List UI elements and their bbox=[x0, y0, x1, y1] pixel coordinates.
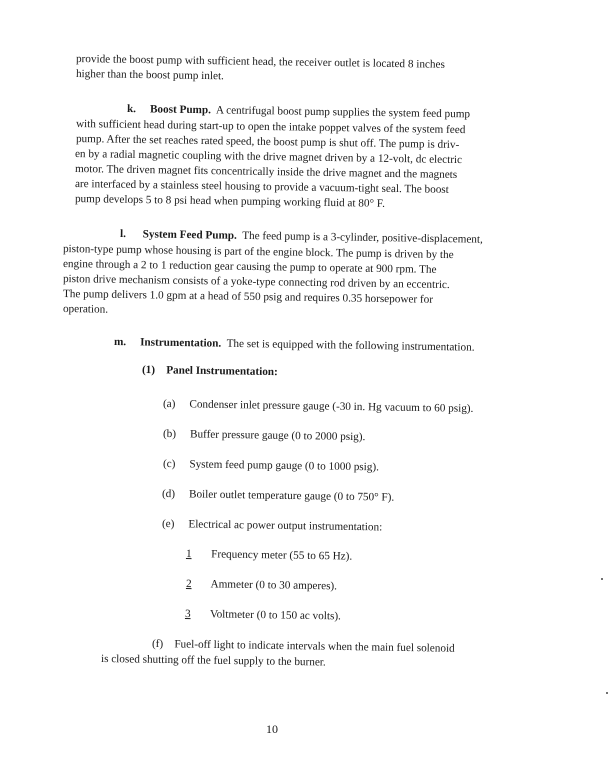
section-k-heading: Boost Pump. bbox=[149, 103, 212, 117]
section-k-line: pump develops 5 to 8 psi head when pumping working fluid at 80° F. bbox=[74, 193, 386, 210]
section-k-text: A centrifugal boost pump supplies the system feed pump bbox=[215, 104, 471, 121]
section-l-line: piston-type pump whose housing is part of the engine block. The pump is driven by the bbox=[62, 243, 454, 262]
scan-speck bbox=[606, 692, 608, 694]
section-k-line: motor. The driven magnet fits concentrically inside the drive magnet and the magnets bbox=[74, 163, 458, 182]
section-l-line: engine through a 2 to 1 reduction gear causing the pump to operate at 900 rpm. The bbox=[62, 258, 437, 276]
sub-list-item: 3 Voltmeter (0 to 150 ac volts). bbox=[184, 608, 341, 623]
list-item-f: (f) Fuel-off light to indicate intervals when the main fuel solenoid bbox=[151, 638, 455, 655]
section-l-line: operation. bbox=[62, 303, 109, 316]
sub1-label: (1) bbox=[141, 364, 156, 377]
section-k-line: are interfaced by a stainless steel housing to provide a vacuum-tight seal. The boost bbox=[74, 178, 449, 196]
list-item: (a) Condenser inlet pressure gauge (-30 in. Hg vacuum to 60 psig). bbox=[162, 398, 474, 415]
section-k-line: with sufficient head during start-up to open the intake poppet valves of the system feed bbox=[75, 118, 466, 137]
section-l-label: l. bbox=[119, 228, 127, 241]
list-item-f-line: is closed shutting off the fuel supply to the burner. bbox=[100, 653, 326, 669]
list-item: (e) Electrical ac power output instrumentation: bbox=[161, 518, 383, 534]
section-k-label: k. bbox=[126, 103, 137, 116]
sub1-heading: Panel Instrumentation: bbox=[166, 364, 278, 379]
sub-list-item: 2 Ammeter (0 to 30 amperes). bbox=[185, 578, 338, 593]
section-l-line: The pump delivers 1.0 gpm at a head of 550 psig and requires 0.35 horsepower for bbox=[62, 288, 434, 306]
section-l-line: piston drive mechanism consists of a yoke-type connecting rod driven by an eccentric. bbox=[62, 273, 450, 292]
section-k-line: pump. After the set reaches rated speed, the boost pump is shut off. The pump is driv- bbox=[75, 133, 460, 152]
section-m-first-line bbox=[114, 336, 475, 355]
page-number: 10 bbox=[266, 722, 278, 736]
list-item: (b) Buffer pressure gauge (0 to 2000 psig). bbox=[162, 428, 366, 444]
list-item: (c) System feed pump gauge (0 to 1000 psig). bbox=[162, 458, 380, 474]
section-m-text: The set is equipped with the following instrumentation. bbox=[226, 337, 475, 354]
list-item: (d) Boiler outlet temperature gauge (0 to 750° F). bbox=[161, 488, 395, 504]
intro-line: higher than the boost pump inlet. bbox=[75, 68, 224, 83]
sub-list-item: 1 Frequency meter (55 to 65 Hz). bbox=[185, 548, 353, 563]
section-k-line: en by a radial magnetic coupling with the drive magnet driven by a 12-volt, dc electric bbox=[74, 148, 463, 167]
section-m-label: m. bbox=[113, 336, 127, 349]
intro-line: provide the boost pump with sufficient head, the receiver outlet is located 8 inches bbox=[75, 53, 445, 71]
section-l-heading: System Feed Pump. bbox=[142, 228, 237, 242]
scan-speck bbox=[601, 578, 603, 580]
panel-instrumentation-heading bbox=[142, 364, 278, 379]
section-l-text: The feed pump is a 3-cylinder, positive-displacement, bbox=[242, 229, 483, 246]
section-m-heading: Instrumentation. bbox=[140, 336, 222, 350]
